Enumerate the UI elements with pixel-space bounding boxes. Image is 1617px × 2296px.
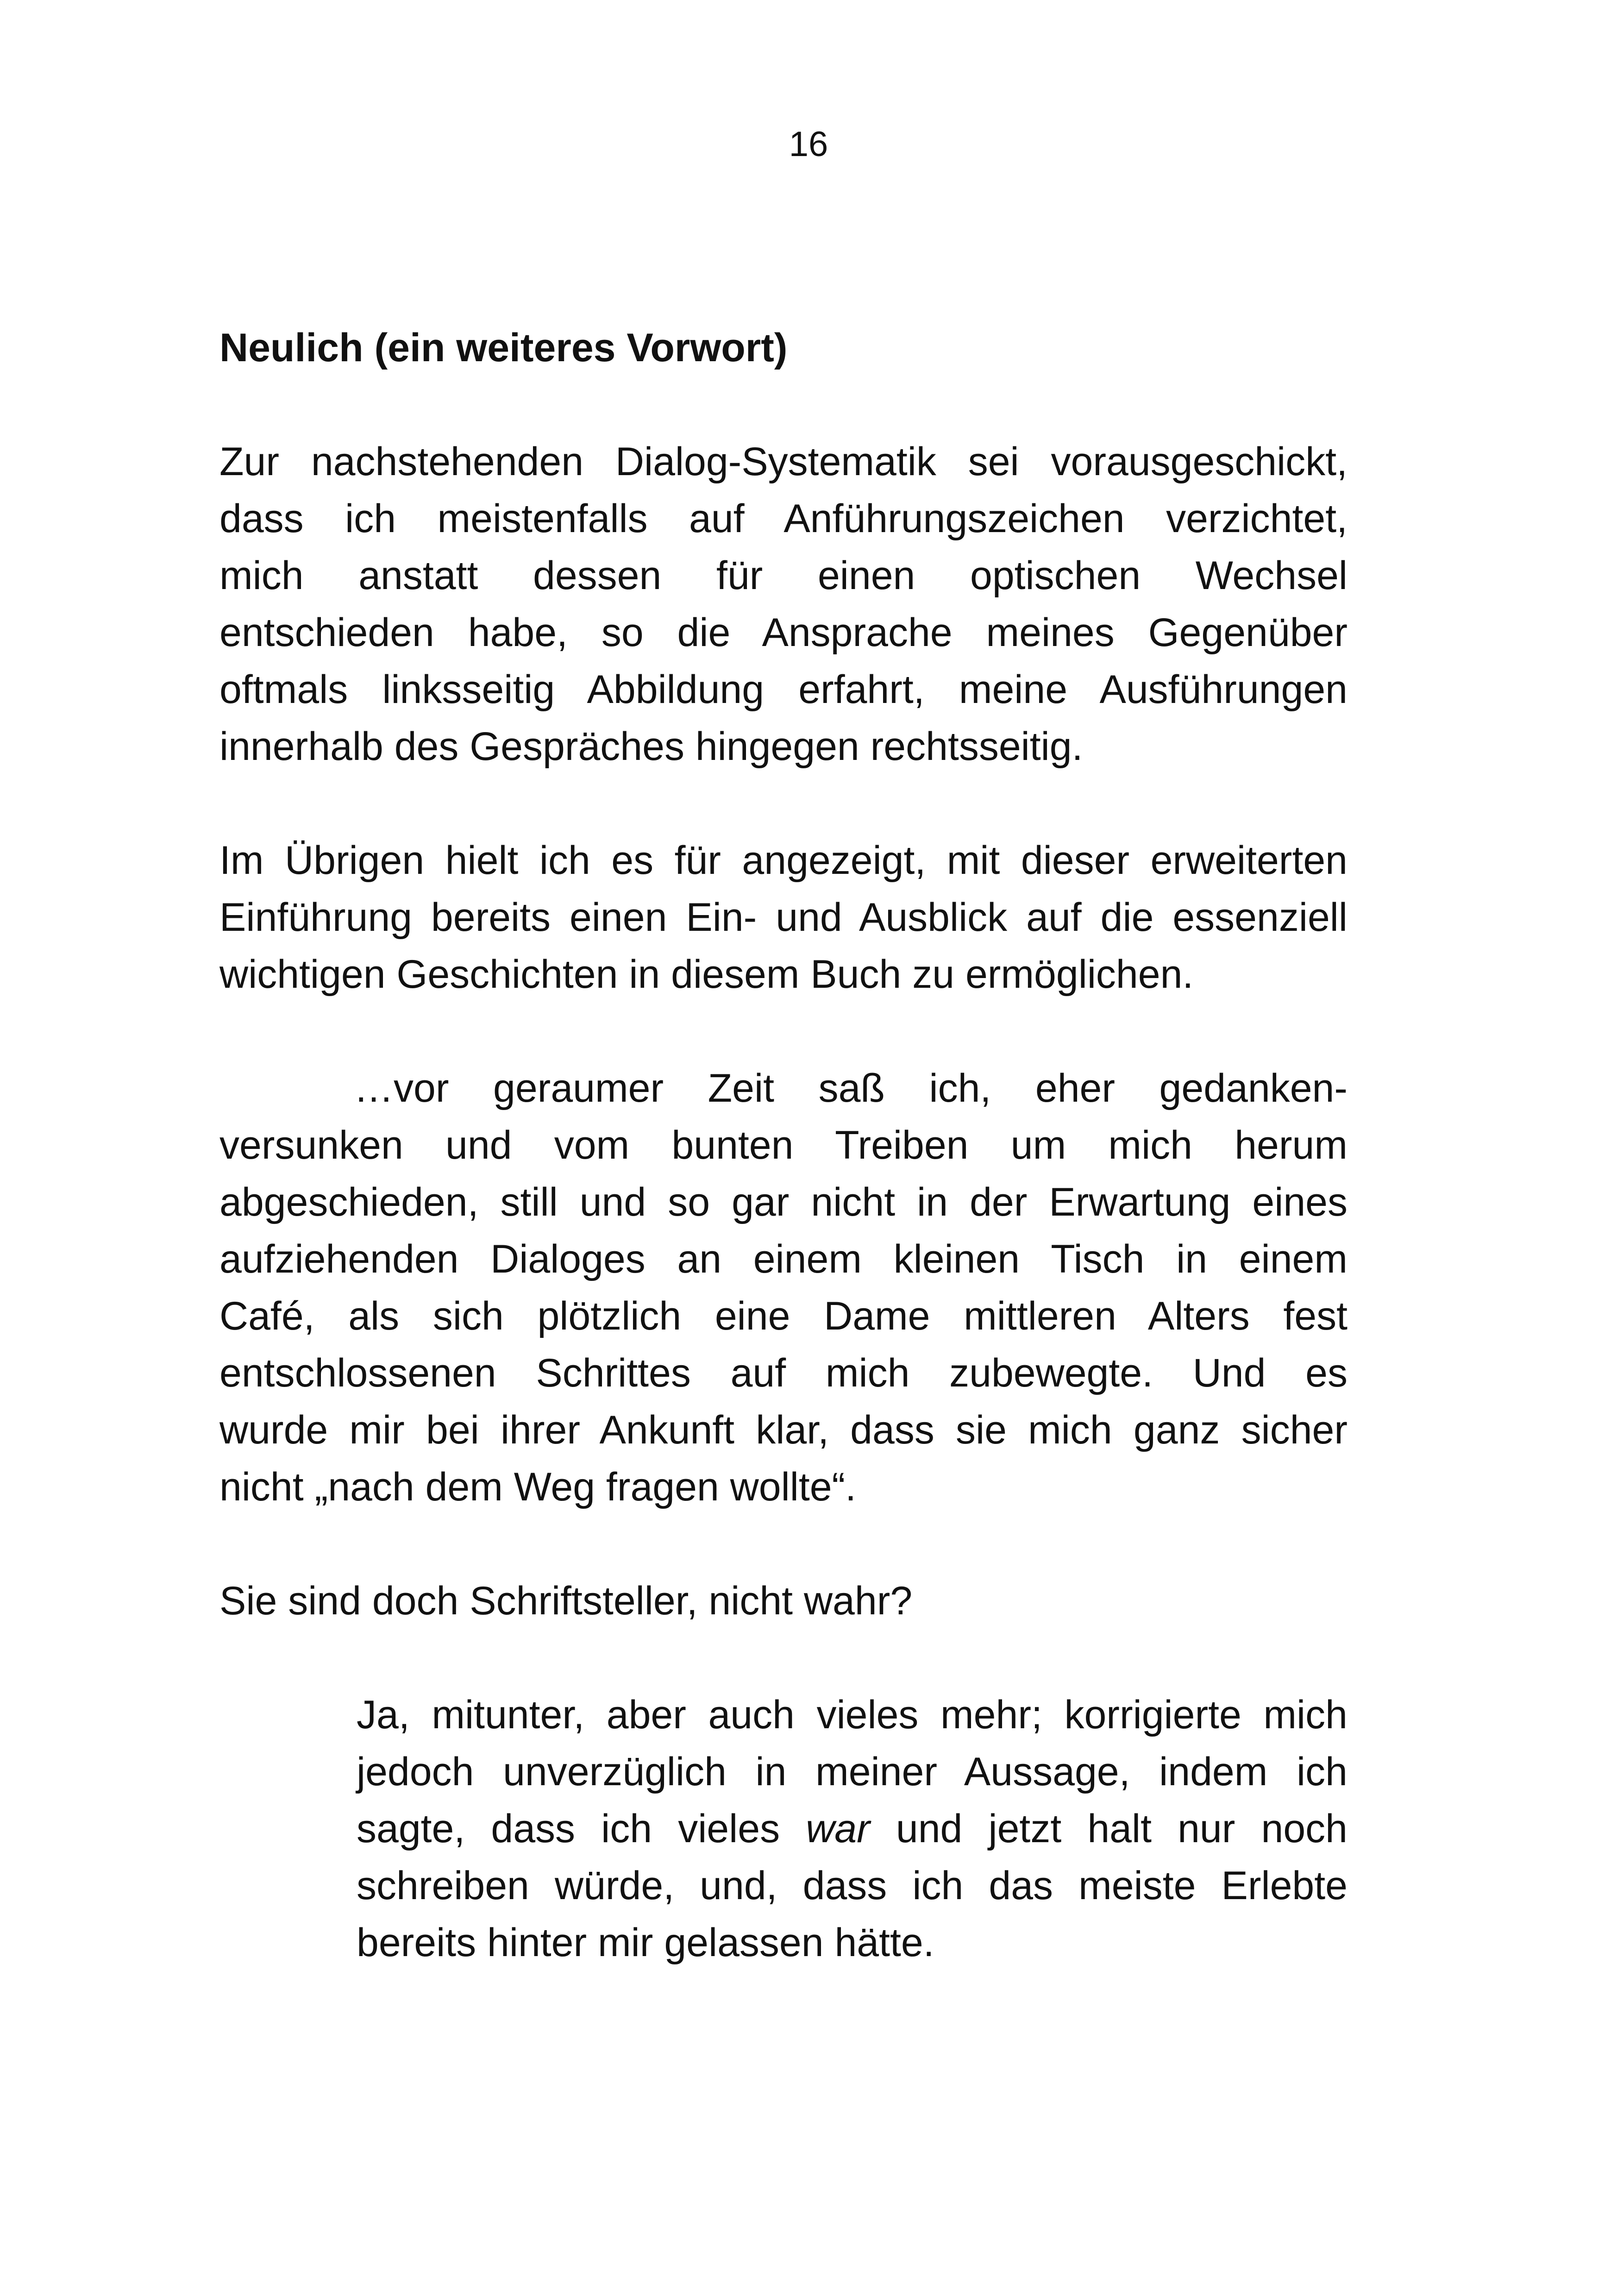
text-line: schreiben würde, und, dass ich das meiste Erlebte (357, 1863, 1348, 1908)
text-line: abgeschieden, still und so gar nicht in der Erwartung eines (219, 1180, 1348, 1224)
text-line: wurde mir bei ihrer Ankunft klar, dass sie mich ganz sicher (219, 1408, 1348, 1452)
dialogue-question (219, 1573, 1348, 1630)
text-line: …vor geraumer Zeit saß ich, eher gedanken- (354, 1066, 1348, 1110)
text-line: jedoch unverzüglich in meiner Aussage, indem ich (357, 1750, 1348, 1794)
text-line: Im Übrigen hielt ich es für angezeigt, mit dieser erweiterten (219, 838, 1348, 883)
text-line: wichtigen Geschichten in diesem Buch zu ermöglichen. (219, 952, 1194, 997)
text-line: Ja, mitunter, aber auch vieles mehr; korrigierte mich (357, 1693, 1348, 1737)
text-line: nicht „nach dem Weg fragen wollte“. (219, 1465, 857, 1509)
text-line: Sie sind doch Schriftsteller, nicht wahr? (219, 1579, 913, 1623)
text-line: entschlossenen Schrittes auf mich zubewegte. Und es (219, 1351, 1348, 1395)
text-line: aufziehenden Dialoges an einem kleinen Tisch in einem (219, 1237, 1348, 1281)
text-line: dass ich meistenfalls auf Anführungszeichen verzichtet, (219, 496, 1348, 541)
spacer (219, 1003, 1348, 1060)
text-line: entschieden habe, so die Ansprache meines Gegenüber (219, 610, 1348, 655)
page-body (219, 320, 1348, 1971)
text-line: Einführung bereits einen Ein- und Ausblick auf die essenziell (219, 895, 1348, 940)
spacer (219, 775, 1348, 832)
spacer (219, 1516, 1348, 1573)
text-line: Café, als sich plötzlich eine Dame mittleren Alters fest (219, 1294, 1348, 1338)
text-fragment: und jetzt halt nur noch (870, 1807, 1348, 1851)
text-line: Zur nachstehenden Dialog-Systematik sei vorausgeschickt, (219, 439, 1348, 484)
emphasized-word: war (806, 1807, 870, 1851)
text-line: versunken und vom bunten Treiben um mich herum (219, 1123, 1348, 1167)
page-number: 16 (789, 125, 828, 164)
text-line: mich anstatt dessen für einen optischen Wechsel (219, 553, 1348, 598)
spacer (219, 1630, 1348, 1687)
spacer (219, 376, 1348, 433)
text-fragment: sagte, dass ich vieles (357, 1807, 806, 1851)
paragraph-dialog-systematics (219, 433, 1348, 775)
paragraph-introduction (219, 832, 1348, 1003)
text-line: oftmals linksseitig Abbildung erfahrt, meine Ausführungen (219, 667, 1348, 712)
section-heading: Neulich (ein weiteres Vorwort) (219, 326, 788, 370)
dialogue-reply (357, 1687, 1348, 1971)
text-line: innerhalb des Gespräches hingegen rechtsseitig. (219, 724, 1083, 769)
text-line: bereits hinter mir gelassen hätte. (357, 1920, 934, 1965)
text-line-with-emphasis (357, 1800, 1348, 1857)
paragraph-cafe-scene (219, 1060, 1348, 1516)
